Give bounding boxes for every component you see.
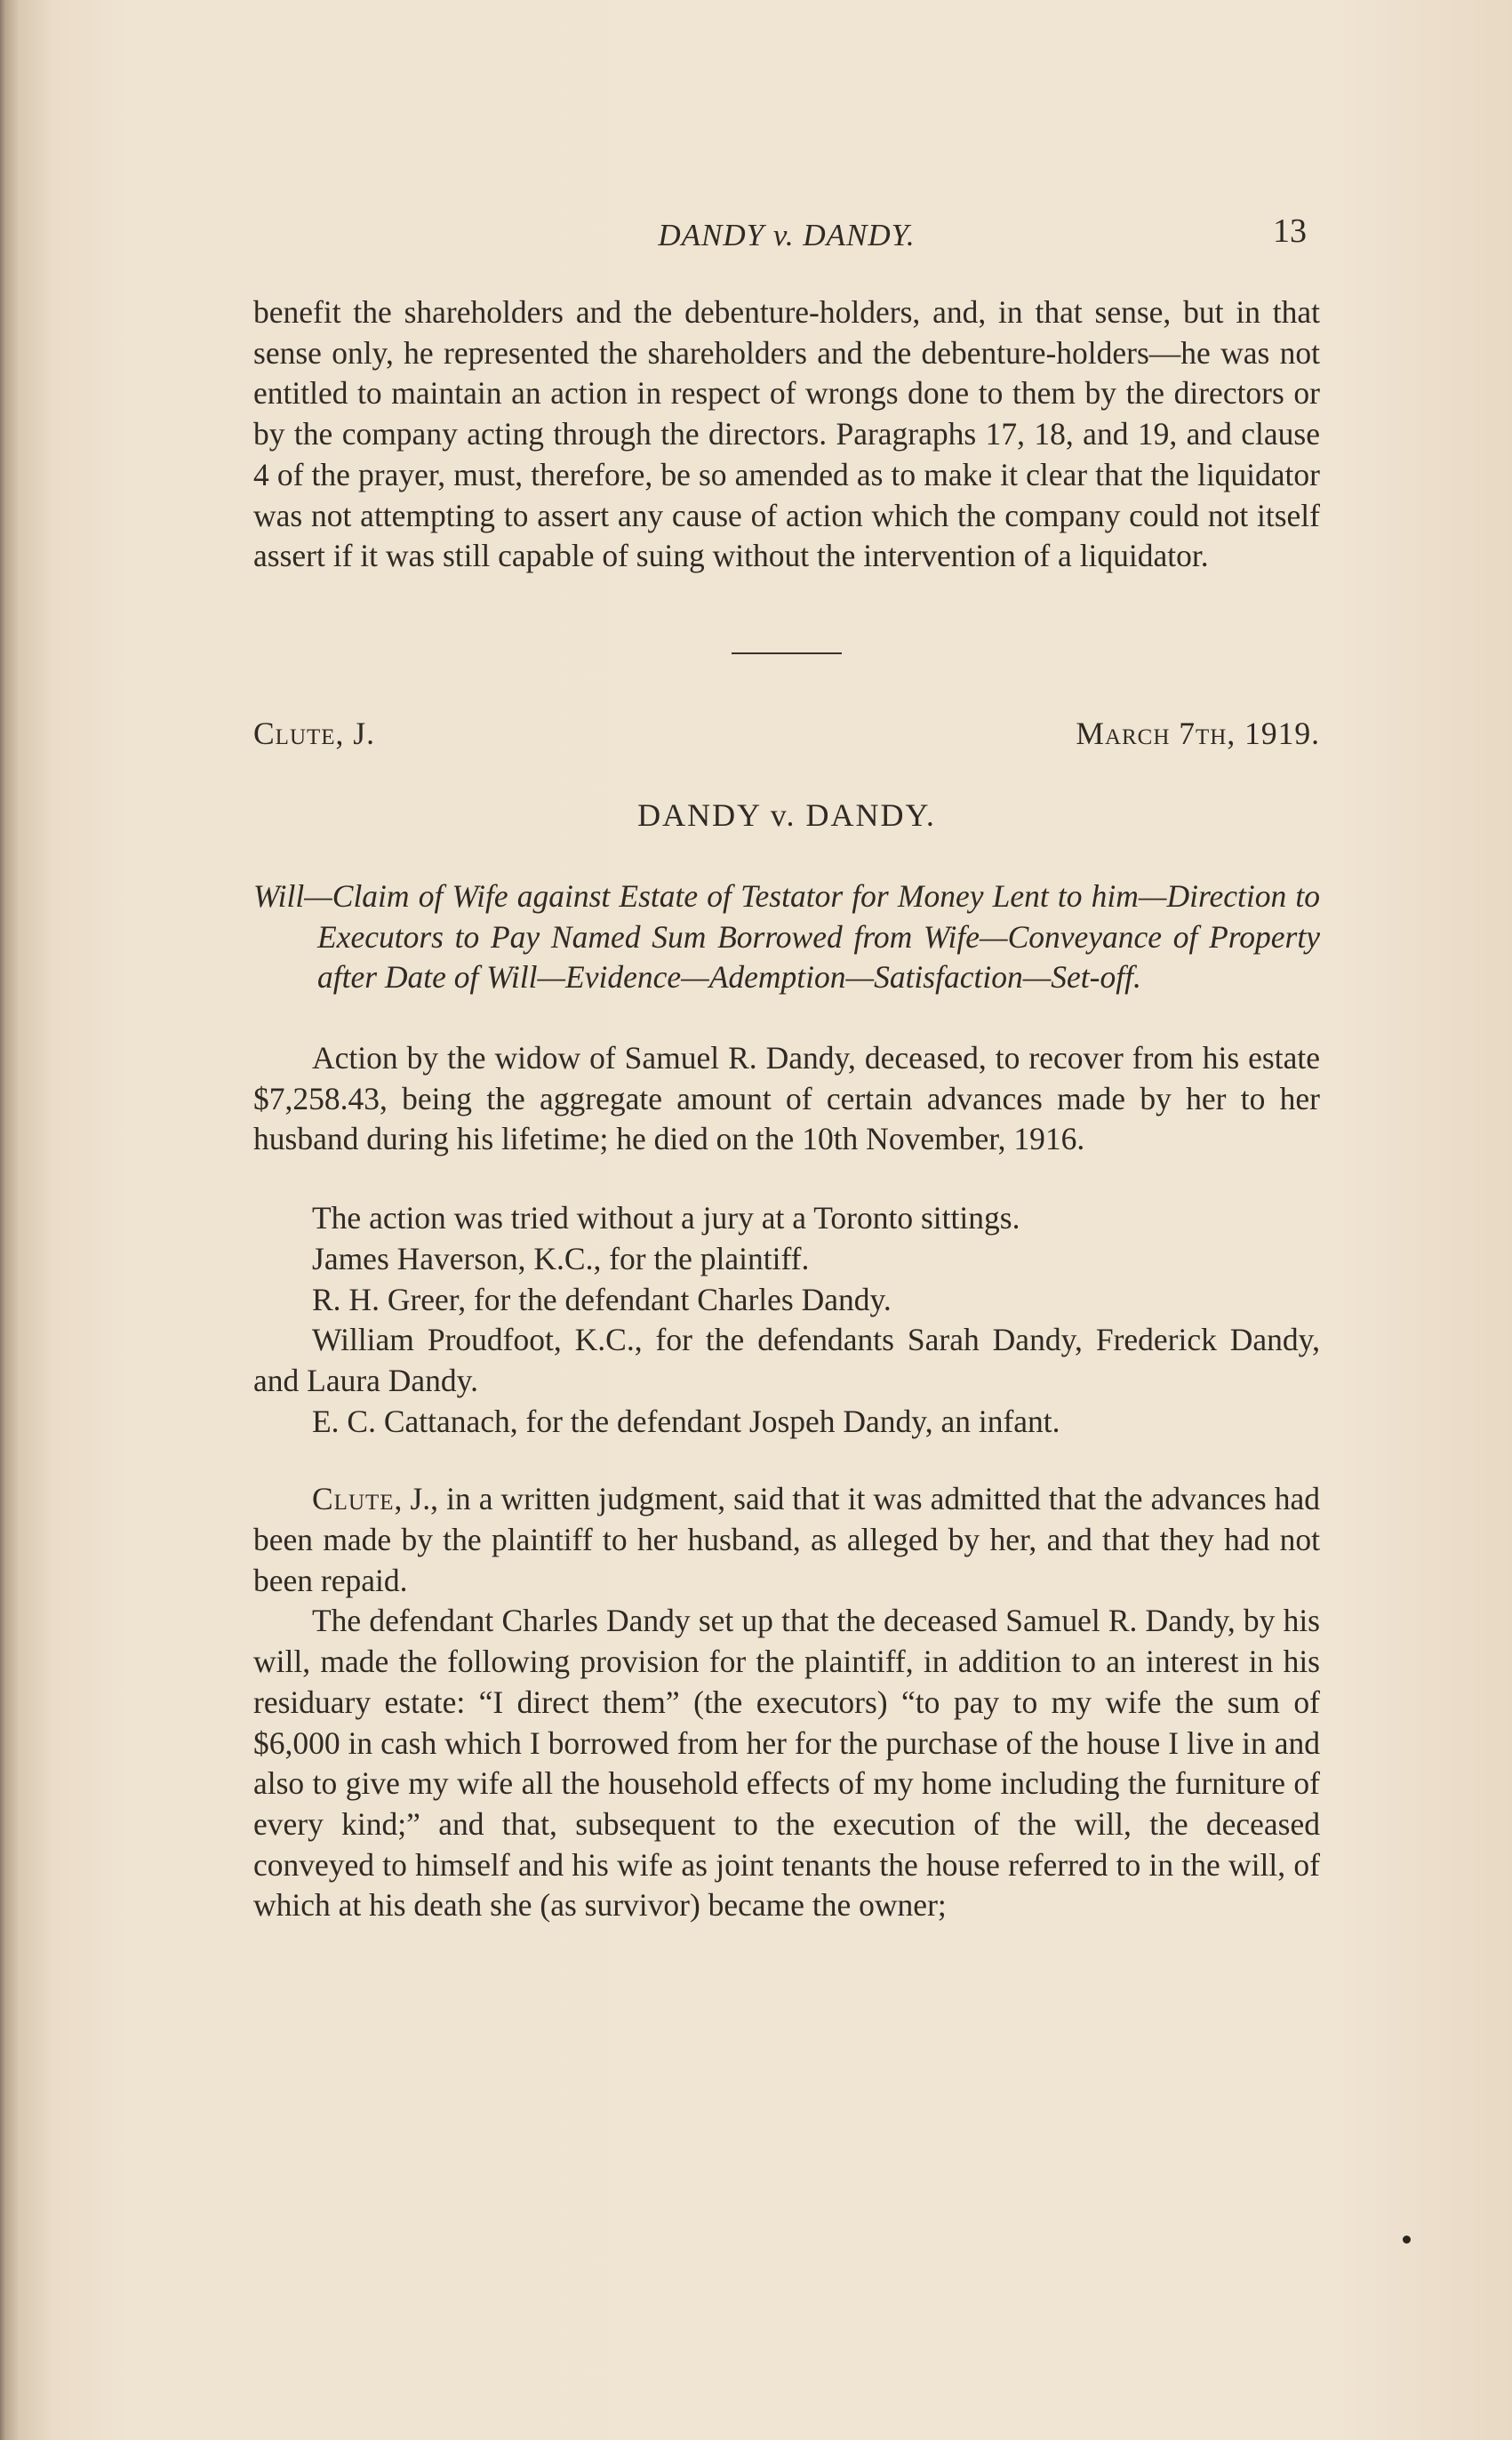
running-head-title: DANDY v. DANDY. xyxy=(658,218,916,252)
running-head xyxy=(253,200,1320,262)
counsel-line: The action was tried without a jury at a Toronto sittings. xyxy=(312,1200,1020,1236)
action-paragraph: Action by the widow of Samuel R. Dandy, deceased, to recover from his estate $7,258.43, being the aggregate amount of certain advances made by her to her husband during his lifetime; he died on the 10th November, 1916. xyxy=(253,1040,1320,1157)
counsel-list xyxy=(253,1198,1320,1442)
judgment-paragraph xyxy=(253,1479,1320,1601)
case-judge-date-line xyxy=(253,715,1320,759)
case-judge: Clute, J. xyxy=(253,715,375,751)
case-date: March 7th, 1919. xyxy=(1076,715,1320,751)
judgment-paragraph: The defendant Charles Dandy set up that the deceased Samuel R. Dandy, by his will, made the following provision for the plaintiff, in addition to an interest in his residuary estate: “I direct them” (the executors) “to pay to my wife the sum of $6,000 in cash which I borrowed from her for the purchase of the house I live in and also to give my wife all the household effects of my home including the furniture of every kind;” and that, subsequent to the execution of the will, the deceased conveyed to himself and his wife as joint tenants the house referred to in the will, of which at his death she (as survivor) became the owner; xyxy=(253,1603,1320,1924)
judgment-text: , J., in a written judgment, said that it was admitted that the advances had been made by the plaintiff to her husband, as alleged by her, and that they had not been repaid. xyxy=(253,1481,1320,1598)
counsel-line: R. H. Greer, for the defendant Charles Dandy. xyxy=(312,1281,892,1317)
counsel-line: William Proudfoot, K.C., for the defendants Sarah Dandy, Frederick Dandy, and Laura Dandy. xyxy=(253,1322,1320,1398)
counsel-line: E. C. Cattanach, for the defendant Jospeh Dandy, an infant. xyxy=(312,1403,1060,1439)
opening-paragraph: benefit the shareholders and the debenture-holders, and, in that sense, but in that sense only, he represented the shareholders and the debenture-holders—he was not entitled to maintain an action in respect of wrongs done to them by the directors or by the company acting through the directors. Paragraphs 17, 18, and 19, and clause 4 of the prayer, must, therefore, be so amended as to make it clear that the liquidator was not attempting to assert any cause of action which the company could not itself assert if it was still capable of suing without the intervention of a liquidator. xyxy=(253,294,1320,574)
case-title: DANDY v. DANDY. xyxy=(637,796,936,833)
case-headnote: Will—Claim of Wife against Estate of Testator for Money Lent to him—Direction to Executors to Pay Named Sum Borrowed from Wife—Conveyance of Property after Date of Will—Evidence—Ademption—Satisfaction—Set-off. xyxy=(253,877,1320,996)
document-page xyxy=(253,200,1320,1926)
section-divider xyxy=(732,652,842,654)
page-number: 13 xyxy=(1273,212,1307,250)
counsel-line: James Haverson, K.C., for the plaintiff. xyxy=(312,1240,810,1276)
page-speck-mark xyxy=(1403,2236,1411,2244)
judgment-lead-name: Clute xyxy=(312,1481,395,1517)
